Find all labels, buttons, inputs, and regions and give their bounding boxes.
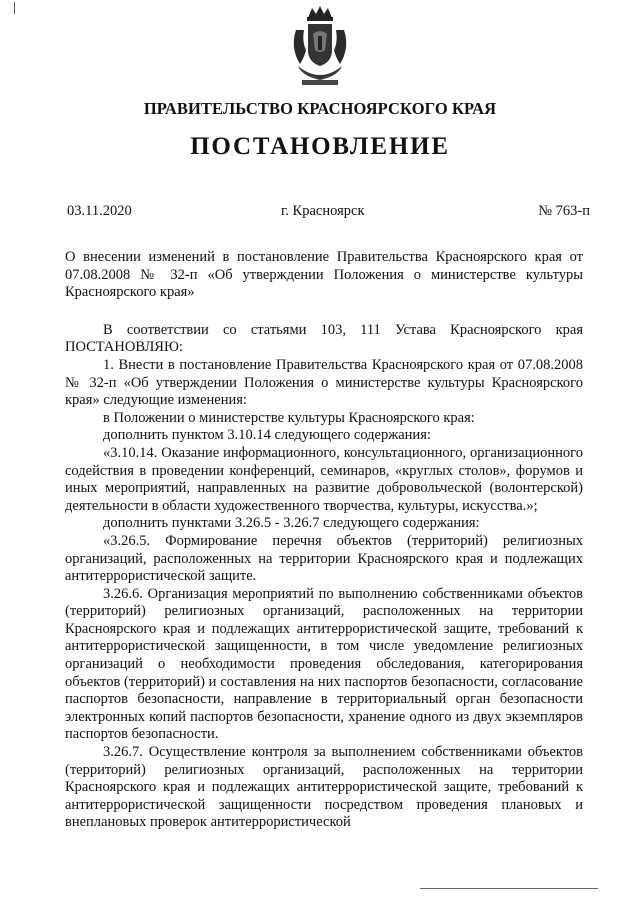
decree-city: г. Красноярск — [281, 203, 365, 219]
organization-name: ПРАВИТЕЛЬСТВО КРАСНОЯРСКОГО КРАЯ — [143, 99, 497, 118]
spacer — [65, 302, 583, 322]
paragraph: В соответствии со статьями 103, 111 Устава Красноярского края ПОСТАНОВЛЯЮ: — [65, 321, 583, 356]
paragraph: «3.26.5. Формирование перечня объектов (территорий) религиозных организаций, расположенных на территории Красноярского края и подлежащих антитеррористической защите. — [65, 532, 583, 585]
paragraph: дополнить пунктами 3.26.5 - 3.26.7 следующего содержания: — [103, 515, 480, 532]
footer-rule — [420, 888, 598, 889]
decree-title: О внесении изменений в постановление Правительства Красноярского края от 07.08.2008 № 32-п «Об утверждении Положения о министерстве культуры Красноярского края» — [65, 249, 583, 301]
decree-number: № 763-п — [538, 203, 590, 219]
document-type-heading: ПОСТАНОВЛЕНИЕ — [190, 133, 450, 160]
decree-date: 03.11.2020 — [67, 203, 132, 219]
paragraph: в Положении о министерстве культуры Красноярского края: — [103, 409, 475, 426]
scan-mark — [14, 2, 15, 14]
paragraph: 3.26.6. Организация мероприятий по выполнению собственниками объектов (территорий) религиозных организаций, расположенных на территории Красноярского края и подлежащих антитеррористической защите, требований к антитеррористической защищенности, в том числе уведомление религиозных организаций о необходимости проведения обследования, категорирования объектов (территорий) и составления на них паспортов безопасности, согласование паспортов безопасности, направление в территориальный орган безопасности электронных копий паспортов безопасности, хранение одного из двух экземпляров паспортов безопасности. — [65, 585, 583, 743]
paragraph: «3.10.14. Оказание информационного, консультационного, организационного содействия в проведении конференций, семинаров, «круглых столов», форумов и иных мероприятий, направленных на развитие добровольческой (волонтерской) деятельности в области художественного творчества, культуры, искусства.»; — [65, 444, 583, 514]
document-body — [65, 249, 583, 832]
coat-of-arms-icon — [288, 4, 352, 90]
paragraph: 1. Внести в постановление Правительства Красноярского края от 07.08.2008 № 32-п «Об утверждении Положения о министерстве культуры Красноярского края» следующие изменения: — [65, 356, 583, 409]
paragraph: 3.26.7. Осуществление контроля за выполнением собственниками объектов (территорий) религиозных организаций, расположенных на территории Красноярского края и подлежащих антитеррористической защите, требований к антитеррористической защищенности посредством проведения плановых и внеплановых проверок антитеррористической — [65, 744, 583, 831]
paragraph: дополнить пунктом 3.10.14 следующего содержания: — [103, 427, 431, 444]
